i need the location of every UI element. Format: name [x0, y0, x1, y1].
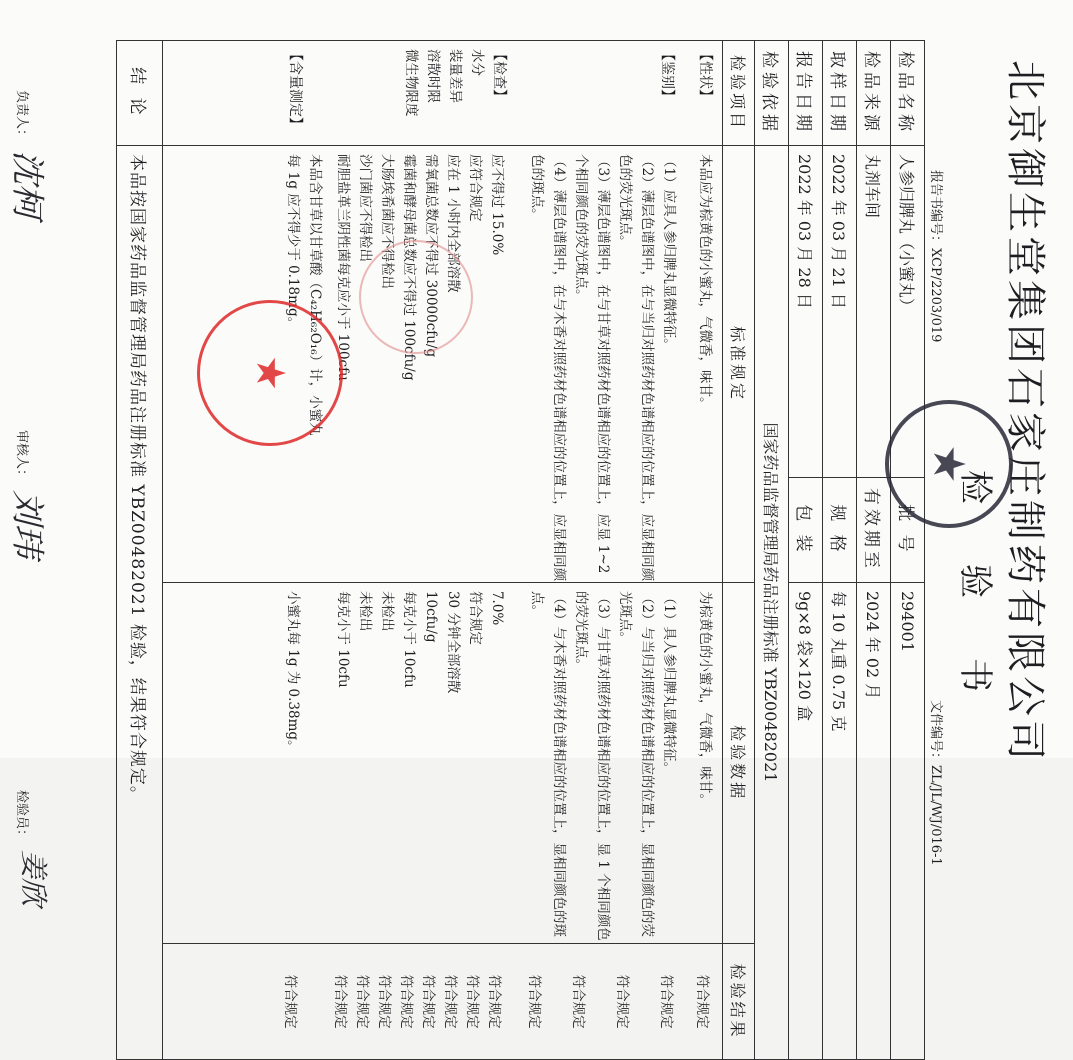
source: 丸剂车间 [857, 145, 891, 477]
ident-standard-3: （3）薄层色谱图中，在与甘草对照药材色谱相应的位置上，应显 1~2 个相同颜色的荧光斑点。 [573, 153, 611, 574]
inspector-signature: 姜欣 [17, 850, 50, 907]
sample-date-label: 取样日期 [823, 41, 857, 146]
assay-result: 符合规定 [282, 974, 298, 1029]
appearance-standard: 本品应为棕黄色的小蜜丸，气微香，味甘。 [697, 153, 713, 411]
spec-label: 规 格 [823, 477, 857, 582]
inspection-data-4: 10cfu/g [423, 590, 439, 643]
inspection-result-1: 符合规定 [486, 974, 502, 1029]
report-date-label: 报告日期 [789, 41, 823, 146]
test-basis: 国家药品监督管理局药品注册标准 YBZ00482021 [755, 145, 789, 1059]
inspector-label: 检验员： [14, 790, 29, 843]
header-data: 检验数据 [723, 582, 755, 943]
inspection-standard-5: 霉菌和酵母菌总数应不得过 100cfu/g [401, 153, 417, 381]
inspection-standard-4: 需氧菌总数应不得过 30000cfu/g [423, 153, 439, 358]
item-microbial-limit: 微生物限度 [403, 49, 419, 117]
assay-standard-2: 每 1g 应不得少于 0.18mg。 [285, 153, 301, 331]
ident-standard-2: （2）薄层色谱图中，在与当归对照药材色谱相应的位置上，应显相同颜色的荧光斑点。 [617, 153, 655, 582]
header-item: 检验项目 [723, 41, 755, 146]
inspection-result-5: 符合规定 [398, 974, 414, 1029]
section-inspection: 【检查】 [491, 47, 507, 103]
item-weight-variation: 装量差异 [447, 49, 463, 103]
inspection-data-2: 符合规定 [467, 590, 483, 645]
ident-standard-1: （1）应具人参归脾丸显微特征。 [661, 153, 677, 352]
inspection-result-4: 符合规定 [420, 974, 436, 1029]
section-identification: 【鉴别】 [659, 47, 675, 103]
appearance-data: 为棕黄色的小蜜丸，气微香，味甘。 [697, 590, 713, 807]
assay-standard-1: 本品含甘草以甘草酸（C₄₂H₆₂O₁₆）计，小蜜丸 [307, 153, 323, 436]
appearance-result: 符合规定 [694, 974, 710, 1029]
inspection-data-1: 7.0% [489, 590, 505, 626]
specification: 每 10 丸重 0.75 克 [823, 582, 857, 1059]
item-disintegration: 溶散时限 [425, 49, 441, 103]
company-name: 北京御生堂集团石家庄制药有限公司 [1002, 60, 1048, 764]
inspection-data-5: 每克小于 10cfu [401, 590, 417, 688]
package: 9g×8 袋×120 盒 [789, 582, 823, 1059]
inspection-standard-2: 应符合规定 [467, 153, 483, 222]
faint-seal [359, 240, 473, 354]
sample-date: 2022 年 03 月 21 日 [823, 145, 857, 477]
title-char-1: 检 [955, 470, 995, 504]
expiry-label: 有效期至 [857, 477, 891, 582]
ident-result-3: 符合规定 [570, 974, 586, 1029]
header-standard: 标准规定 [723, 145, 755, 582]
report-date: 2022 年 03 月 28 日 [789, 145, 823, 477]
package-label: 包 装 [789, 477, 823, 582]
ident-standard-4: （4）薄层色谱图中，在与木香对照药材色谱相应的位置上，应显相同颜色的斑点。 [529, 153, 567, 582]
inspection-result-2: 符合规定 [464, 974, 480, 1029]
ident-data-2: （2）与当归对照药材色谱相应的位置上，显相同颜色的荧光斑点。 [617, 590, 655, 938]
product-name: 人参归脾丸（小蜜丸） [891, 145, 925, 477]
result-column [163, 944, 723, 1060]
ident-result-4: 符合规定 [526, 974, 542, 1029]
product-name-label: 检品名称 [891, 41, 925, 146]
header-result: 检验结果 [723, 944, 755, 1060]
ident-result-2: 符合规定 [614, 974, 630, 1029]
quality-dept-seal: ★ [885, 400, 1013, 528]
section-appearance: 【性状】 [697, 47, 713, 103]
inspection-result-7: 符合规定 [354, 974, 370, 1029]
file-number: 文件编号：ZL/JL/WJ/016-1 [928, 700, 943, 866]
inspection-result-8: 符合规定 [332, 974, 348, 1029]
report-number: 报告书编号：XCP/2203/019 [928, 170, 943, 343]
batch-label: 批 号 [891, 477, 925, 582]
inspection-standard-6: 大肠埃希菌应不得检出 [379, 153, 395, 289]
ident-data-3: （3）与甘草对照药材色谱相应的位置上，显 1 个相同颜色的荧光斑点。 [573, 590, 611, 941]
data-column [163, 582, 723, 943]
title-char-2: 验 [955, 564, 995, 598]
reviewer-label: 审核人： [14, 430, 29, 483]
items-column [163, 41, 723, 146]
assay-data: 小蜜丸每 1g 为 0.38mg。 [285, 590, 301, 754]
inspection-standard-3: 应在 1 小时内全部溶散 [445, 153, 461, 293]
report-table [116, 40, 925, 1060]
company-red-seal: ★ [197, 300, 343, 446]
item-moisture: 水分 [469, 49, 485, 76]
ident-data-4: （4）与木香对照药材色谱相应的位置上，显相同颜色的斑点。 [529, 590, 567, 938]
inspection-standard-7: 沙门菌应不得检出 [357, 153, 373, 262]
inspection-data-7: 未检出 [357, 590, 373, 632]
inspection-data-3: 30 分钟全部溶散 [445, 590, 461, 694]
responsible-label: 负责人： [14, 90, 29, 143]
inspection-data-6: 未检出 [379, 590, 395, 632]
inspection-standard-1: 应不得过 15.0% [489, 153, 505, 256]
section-assay: 【含量测定】 [287, 47, 303, 131]
responsible-signature: 沈柯 [7, 150, 47, 218]
expiry-date: 2024 年 02 月 [857, 582, 891, 1059]
inspection-result-3: 符合规定 [442, 974, 458, 1029]
conclusion-label: 结 论 [117, 41, 163, 146]
inspection-standard-8: 耐胆盐革兰阴性菌每克应小于 100cfu [335, 153, 351, 381]
batch-number: 294001 [891, 582, 925, 1059]
source-label: 检品来源 [857, 41, 891, 146]
inspection-data-8: 每克小于 10cfu [335, 590, 351, 688]
ident-result-1: 符合规定 [658, 974, 674, 1029]
conclusion-text: 本品按国家药品监督管理局药品注册标准 YBZ00482021 检验，结果符合规定。 [117, 145, 163, 1059]
ident-data-1: （1）具人参归脾丸显微特征。 [661, 590, 677, 776]
reviewer-signature: 刘玮 [7, 490, 47, 558]
title-char-3: 书 [955, 658, 995, 692]
inspection-result-6: 符合规定 [376, 974, 392, 1029]
basis-label: 检验依据 [755, 41, 789, 146]
